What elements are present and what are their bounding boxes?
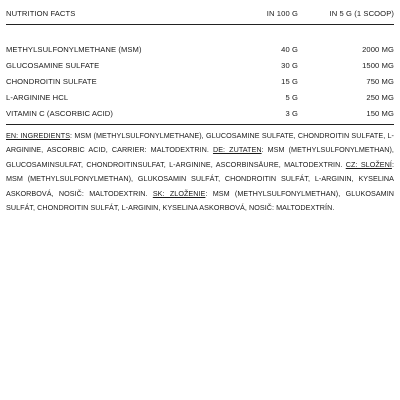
ingredients-header-cz: CZ: SLOŽENÍ bbox=[345, 159, 392, 169]
nutrient-per100: 15 G bbox=[281, 77, 298, 86]
nutrient-per100: 40 G bbox=[281, 45, 298, 54]
ingredients-header-en: EN: INGREDIENTS bbox=[6, 131, 71, 140]
nutrient-per100: 30 G bbox=[281, 61, 298, 70]
ingredients-text-cz: : MSM (METHYLSULFONYLMETHAN), GLUKOSAMIN SULFÁT, CHONDROITIN SULFÁT, L-ARGININ, KYSELINA ASKORBOVÁ, NOSIČ: MALTODEXTRIN. bbox=[6, 159, 394, 198]
ingredients-text-sk: : MSM (METHYLSULFONYLMETHAN), GLUKOSAMIN SULFÁT, CHONDROITIN SULFÁT, L-ARGININ, KYSELINA ASKORBOVÁ, NOSIČ: MALTODEXTRÍN. bbox=[6, 188, 394, 213]
table-row bbox=[6, 42, 394, 58]
nutrition-facts-table bbox=[6, 6, 394, 122]
nutrient-per100: 3 G bbox=[285, 109, 298, 118]
nutrient-name: VITAMIN C (ASCORBIC ACID) bbox=[6, 109, 113, 118]
nutrient-name: L-ARGININE HCL bbox=[6, 93, 69, 102]
nutrient-name: METHYLSULFONYLMETHANE (MSM) bbox=[6, 45, 142, 54]
nutrient-name: CHONDROITIN SULFATE bbox=[6, 77, 97, 86]
ingredients-text-en: : MSM (METHYLSULFONYLMETHANE), GLUCOSAMINE SULFATE, CHONDROITIN SULFATE, L-ARGININE, ASCORBIC ACID, CARRIER: MALTODEXTRIN. bbox=[6, 131, 394, 155]
nutrient-per-serving: 1500 MG bbox=[362, 61, 394, 70]
nutrient-per-serving: 250 MG bbox=[366, 93, 394, 102]
ingredients-text-de: : MSM (METHYLSULFONYLMETHAN), GLUCOSAMINSULFAT, CHONDROITINSULFAT, L-ARGININE, ASCORBINSÄURE, MALTODEXTRIN. bbox=[6, 145, 394, 169]
table-row bbox=[6, 90, 394, 106]
nutrient-per100: 5 G bbox=[285, 93, 298, 102]
ingredients-paragraph bbox=[6, 129, 394, 215]
header-per-serving: IN 5 G (1 SCOOP) bbox=[329, 9, 394, 18]
nutrient-per-serving: 750 MG bbox=[366, 77, 394, 86]
table-bottom-divider bbox=[6, 124, 394, 125]
table-header-row bbox=[6, 6, 394, 22]
ingredients-header-de: DE: ZUTATEN bbox=[212, 145, 262, 155]
nutrient-per-serving: 150 MG bbox=[366, 109, 394, 118]
header-per-100g: IN 100 G bbox=[266, 9, 298, 18]
table-row bbox=[6, 106, 394, 122]
table-row bbox=[6, 74, 394, 90]
ingredients-header-sk: SK: ZLOŽENIE bbox=[152, 188, 206, 198]
nutrient-per-serving: 2000 MG bbox=[362, 45, 394, 54]
header-nutrition-facts: NUTRITION FACTS bbox=[6, 9, 76, 18]
nutrient-name: GLUCOSAMINE SULFATE bbox=[6, 61, 100, 70]
header-divider bbox=[6, 24, 394, 25]
table-row bbox=[6, 58, 394, 74]
